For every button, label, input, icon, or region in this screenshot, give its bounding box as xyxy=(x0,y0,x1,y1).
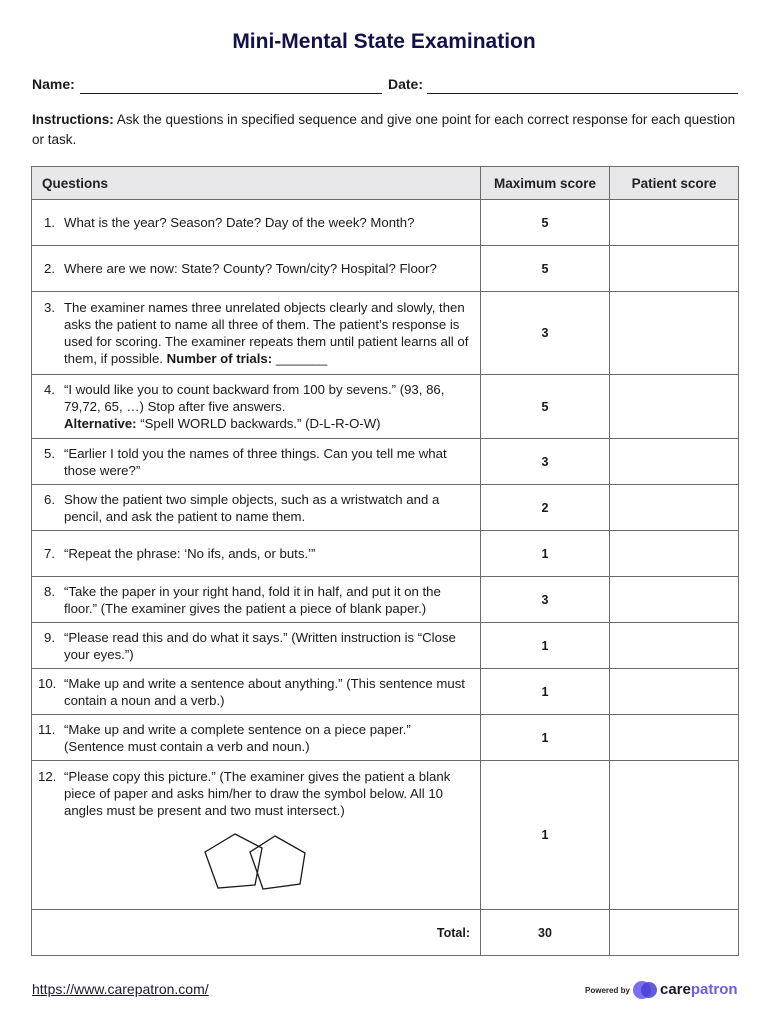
question-cell xyxy=(32,669,481,715)
instructions-text: Ask the questions in specified sequence and give one point for each correct response for each question or task. xyxy=(32,112,736,147)
table-header-row xyxy=(32,167,739,200)
patient-score-cell[interactable] xyxy=(610,577,739,623)
instructions xyxy=(32,110,738,150)
question-number: 11. xyxy=(38,721,56,737)
question-text: Where are we now: State? County? Town/city? Hospital? Floor? xyxy=(64,261,437,276)
max-score-cell: 5 xyxy=(481,246,610,292)
patient-score-cell[interactable] xyxy=(610,292,739,375)
max-score-cell: 3 xyxy=(481,292,610,375)
header-max-score: Maximum score xyxy=(481,167,610,200)
question-cell xyxy=(32,485,481,531)
max-score-cell: 1 xyxy=(481,623,610,669)
total-label: Total: xyxy=(32,910,481,956)
patient-score-cell[interactable] xyxy=(610,246,739,292)
header-questions: Questions xyxy=(32,167,481,200)
max-score-cell: 2 xyxy=(481,485,610,531)
max-score-cell: 3 xyxy=(481,439,610,485)
question-number: 5. xyxy=(44,445,55,461)
question-text: “Repeat the phrase: ‘No ifs, ands, or buts.’” xyxy=(64,546,316,561)
max-score-cell: 3 xyxy=(481,577,610,623)
question-cell xyxy=(32,577,481,623)
max-score-cell: 1 xyxy=(481,715,610,761)
max-score-cell: 1 xyxy=(481,669,610,715)
trials-label: Number of trials: xyxy=(166,351,273,366)
date-label: Date: xyxy=(388,76,424,92)
question-cell xyxy=(32,623,481,669)
alternative-label: Alternative: xyxy=(64,416,137,431)
brand-part-patron: patron xyxy=(690,981,738,998)
question-number: 6. xyxy=(44,491,55,507)
table-row xyxy=(32,485,739,531)
table-row xyxy=(32,577,739,623)
question-text: “Make up and write a sentence about anything.” (This sentence must contain a noun and a verb.) xyxy=(64,675,465,708)
question-cell xyxy=(32,292,481,375)
patient-score-cell[interactable] xyxy=(610,623,739,669)
table-row xyxy=(32,669,739,715)
table-row xyxy=(32,761,739,910)
question-number: 7. xyxy=(44,546,55,561)
table-row xyxy=(32,292,739,375)
powered-by-label: Powered by xyxy=(585,986,630,995)
question-cell xyxy=(32,531,481,577)
table-row xyxy=(32,623,739,669)
question-cell xyxy=(32,246,481,292)
intersecting-pentagons-figure xyxy=(200,831,320,901)
patient-score-cell[interactable] xyxy=(610,200,739,246)
max-score-cell: 5 xyxy=(481,200,610,246)
patient-score-cell[interactable] xyxy=(610,761,739,910)
trials-blank[interactable]: _______ xyxy=(275,351,328,366)
question-text: The examiner names three unrelated objects clearly and slowly, then asks the patient to name all three of them. The patient’s response is used for scoring. The examiner repeats them until patient learns all of them, if possible. xyxy=(64,300,469,366)
question-cell xyxy=(32,375,481,439)
question-cell xyxy=(32,715,481,761)
table-row xyxy=(32,375,739,439)
question-text: “Earlier I told you the names of three things. Can you tell me what those were?” xyxy=(64,445,447,478)
question-number: 9. xyxy=(44,629,55,645)
question-number: 12. xyxy=(38,769,57,784)
carepatron-logo-icon xyxy=(632,979,658,1001)
question-number: 10. xyxy=(38,675,57,691)
total-value: 30 xyxy=(481,910,610,956)
question-text: “Please read this and do what it says.” (Written instruction is “Close your eyes.”) xyxy=(64,629,456,662)
question-text: “Make up and write a complete sentence on a piece paper.” (Sentence must contain a verb and noun.) xyxy=(64,721,411,754)
patient-score-cell[interactable] xyxy=(610,375,739,439)
name-date-row xyxy=(32,76,738,96)
carepatron-link[interactable]: https://www.carepatron.com/ xyxy=(32,981,209,997)
max-score-cell: 5 xyxy=(481,375,610,439)
exam-table xyxy=(31,166,739,956)
table-row xyxy=(32,200,739,246)
max-score-cell: 1 xyxy=(481,531,610,577)
question-cell xyxy=(32,439,481,485)
table-row xyxy=(32,246,739,292)
question-text: What is the year? Season? Date? Day of the week? Month? xyxy=(64,215,415,230)
question-text: Show the patient two simple objects, such as a wristwatch and a pencil, and ask the patient to name them. xyxy=(64,491,440,524)
table-row xyxy=(32,531,739,577)
brand-part-care: care xyxy=(660,981,691,998)
alternative-text: “Spell WORLD backwards.” (D-L-R-O-W) xyxy=(140,416,381,431)
table-row xyxy=(32,715,739,761)
question-number: 8. xyxy=(44,583,55,599)
question-text: “I would like you to count backward from 100 by sevens.” (93, 86, 79,72, 65, …) Stop after five answers. xyxy=(64,382,445,414)
question-text: “Please copy this picture.” (The examiner gives the patient a blank piece of paper and asks him/her to draw the symbol below. All 10 angles must be present and two must intersect.) xyxy=(64,769,451,818)
question-number: 1. xyxy=(44,215,55,230)
question-text: “Take the paper in your right hand, fold it in half, and put it on the floor.” (The examiner gives the patient a piece of blank paper.) xyxy=(64,583,441,616)
page-title: Mini-Mental State Examination xyxy=(232,30,536,53)
patient-score-cell[interactable] xyxy=(610,715,739,761)
question-number: 4. xyxy=(44,382,55,397)
question-number: 2. xyxy=(44,261,55,276)
table-row xyxy=(32,439,739,485)
question-cell xyxy=(32,761,481,910)
instructions-label: Instructions: xyxy=(32,112,114,127)
question-number: 3. xyxy=(44,300,55,315)
date-field[interactable] xyxy=(427,93,738,94)
patient-score-cell[interactable] xyxy=(610,439,739,485)
name-field[interactable] xyxy=(80,93,382,94)
brand-name xyxy=(660,981,738,998)
max-score-cell: 1 xyxy=(481,761,610,910)
patient-score-cell[interactable] xyxy=(610,531,739,577)
total-row xyxy=(32,910,739,956)
patient-total-cell[interactable] xyxy=(610,910,739,956)
name-label: Name: xyxy=(32,76,75,92)
patient-score-cell[interactable] xyxy=(610,669,739,715)
question-cell xyxy=(32,200,481,246)
header-patient-score: Patient score xyxy=(610,167,739,200)
patient-score-cell[interactable] xyxy=(610,485,739,531)
